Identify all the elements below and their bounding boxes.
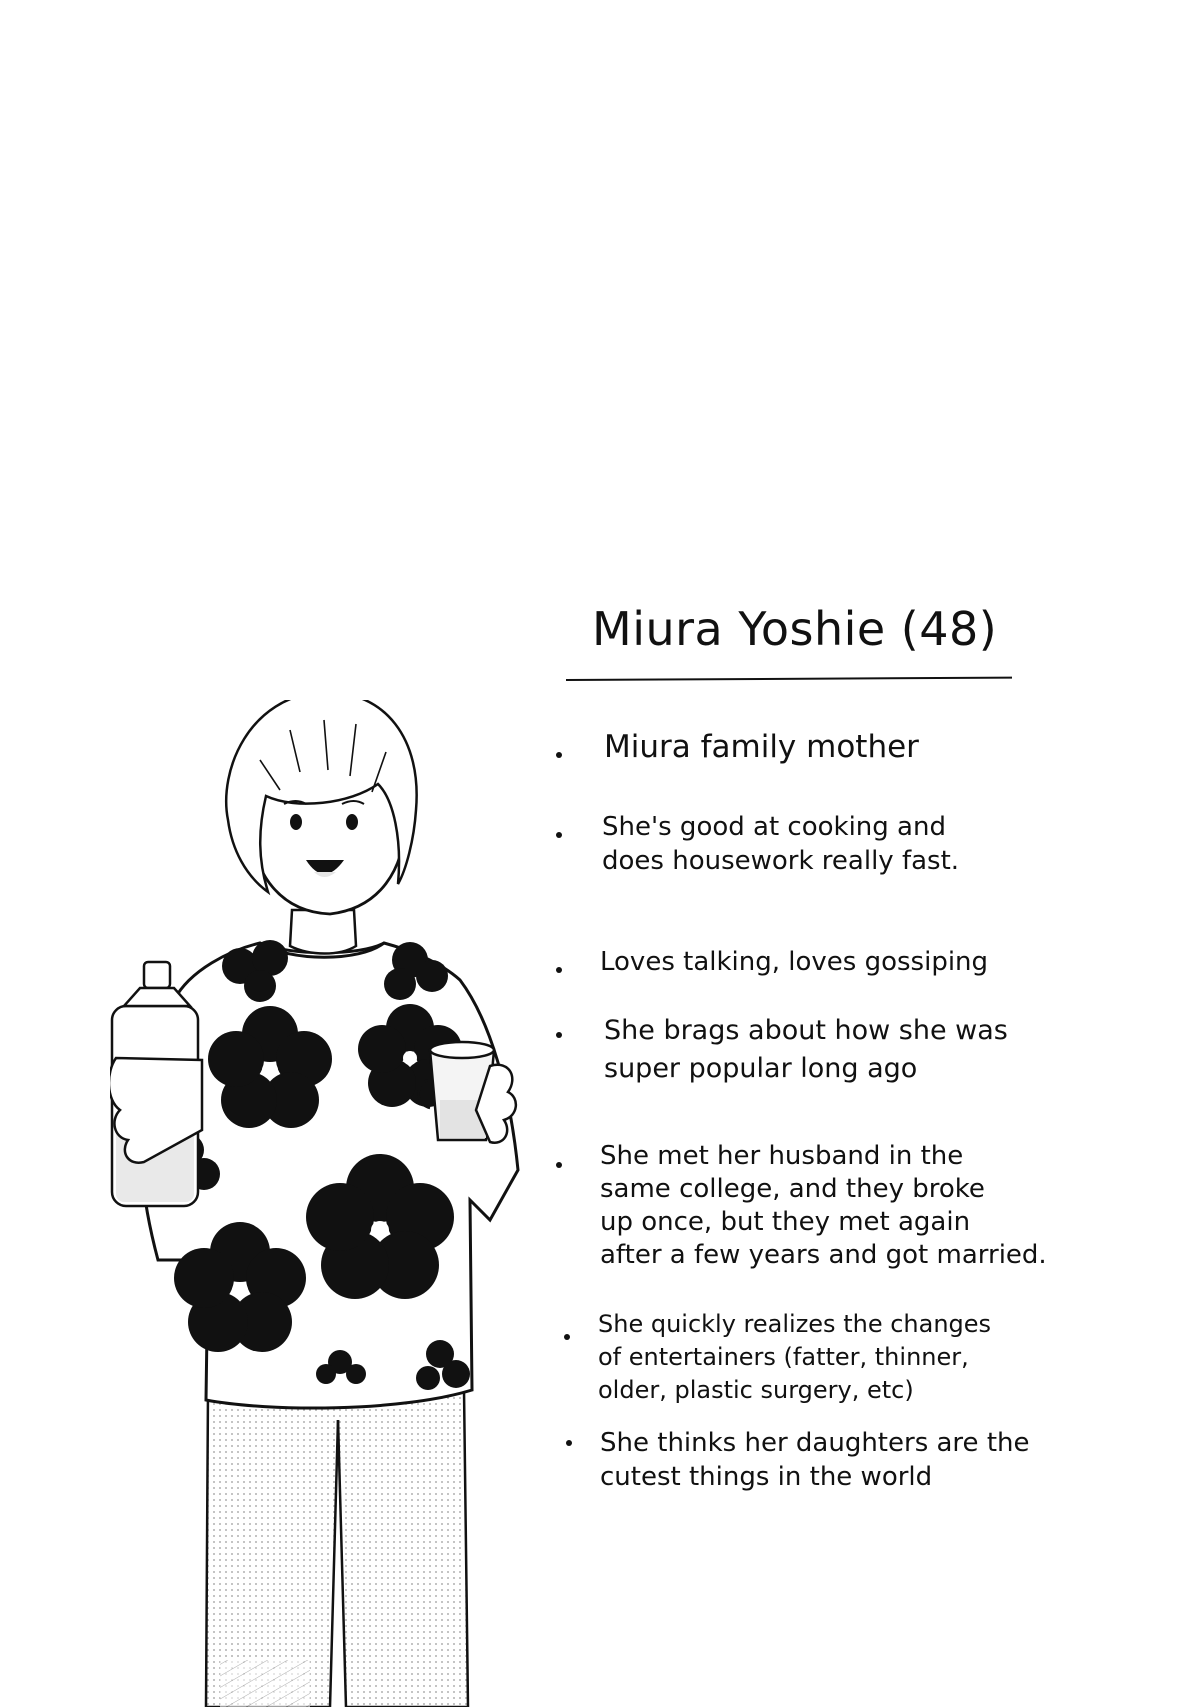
trait-text: She thinks her daughters are the cutest things in the world bbox=[600, 1428, 1030, 1492]
neck bbox=[290, 910, 356, 954]
character-illustration bbox=[110, 700, 570, 1707]
mother-drawing bbox=[110, 700, 570, 1707]
trait-text: She brags about how she was super popular long ago bbox=[604, 1015, 1008, 1084]
trait-text: She quickly realizes the changes of entertainers (fatter, thinner, older, plastic surgery, etc) bbox=[598, 1310, 992, 1404]
trait-text: Loves talking, loves gossiping bbox=[600, 947, 989, 977]
trait-text: She met her husband in the same college, and they broke up once, but they met again after a few years and got married. bbox=[600, 1141, 1047, 1270]
trousers bbox=[206, 1390, 468, 1707]
character-name-title: Miura Yoshie (48) bbox=[592, 602, 998, 656]
trait-text: Miura family mother bbox=[604, 729, 919, 765]
trait-text: She's good at cooking and does housework really fast. bbox=[602, 812, 960, 876]
